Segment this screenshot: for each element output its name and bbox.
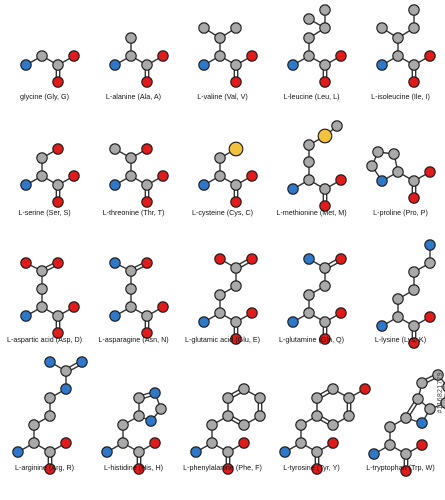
carbon-atom <box>156 404 166 414</box>
nitrogen-atom <box>288 317 298 327</box>
nitrogen-atom <box>280 447 290 457</box>
nitrogen-atom <box>61 384 71 394</box>
molecule-cell <box>267 100 356 220</box>
molecule-label: L-glutamic acid (Glu, E) <box>184 335 261 344</box>
carbon-atom <box>231 281 241 291</box>
oxygen-atom <box>69 302 79 312</box>
molecule-label: L-methionine (Met, M) <box>276 208 347 217</box>
carbon-atom <box>296 420 306 430</box>
carbon-atom <box>53 311 63 321</box>
oxygen-atom <box>328 438 338 448</box>
carbon-atom <box>126 171 136 181</box>
oxygen-atom <box>142 258 152 268</box>
carbon-atom <box>320 60 330 70</box>
carbon-atom <box>29 420 39 430</box>
carbon-atom <box>134 393 144 403</box>
molecule-label: L-alanine (Ala, A) <box>105 92 162 101</box>
oxygen-atom <box>158 302 168 312</box>
carbon-atom <box>215 290 225 300</box>
carbon-atom <box>110 144 120 154</box>
nitrogen-atom <box>191 447 201 457</box>
nitrogen-atom <box>45 357 55 367</box>
nitrogen-atom <box>102 447 112 457</box>
carbon-atom <box>304 51 314 61</box>
nitrogen-atom <box>110 60 120 70</box>
carbon-atom <box>231 23 241 33</box>
nitrogen-atom <box>21 60 31 70</box>
carbon-atom <box>37 171 47 181</box>
carbon-atom <box>401 449 411 459</box>
molecule-label: L-glutamine (Gln, Q) <box>278 335 345 344</box>
oxygen-atom <box>21 258 31 268</box>
carbon-atom <box>61 366 71 376</box>
nitrogen-atom <box>21 311 31 321</box>
carbon-atom <box>409 23 419 33</box>
oxygen-atom <box>336 175 346 185</box>
oxygen-atom <box>425 167 435 177</box>
carbon-atom <box>320 281 330 291</box>
carbon-atom <box>215 153 225 163</box>
nitrogen-atom <box>377 176 387 186</box>
molecule-cell <box>267 236 356 356</box>
carbon-atom <box>231 180 241 190</box>
nitrogen-atom <box>199 180 209 190</box>
carbon-atom <box>37 266 47 276</box>
molecule-cell <box>178 380 267 500</box>
oxygen-atom <box>142 144 152 154</box>
oxygen-atom <box>69 51 79 61</box>
carbon-atom <box>199 23 209 33</box>
carbon-atom <box>126 266 136 276</box>
carbon-atom <box>223 447 233 457</box>
carbon-atom <box>304 33 314 43</box>
oxygen-atom <box>231 77 241 87</box>
carbon-atom <box>239 420 249 430</box>
molecule-label: L-histidine (His, H) <box>103 463 164 472</box>
carbon-atom <box>215 51 225 61</box>
molecule-structure <box>356 0 445 104</box>
molecule-cell <box>89 236 178 356</box>
nitrogen-atom <box>304 254 314 264</box>
molecule-structure <box>356 100 445 204</box>
molecule-cell <box>89 100 178 220</box>
molecule-label: L-lysine (Lys, K) <box>374 335 427 344</box>
nitrogen-atom <box>288 184 298 194</box>
molecule-label: L-serine (Ser, S) <box>18 208 71 217</box>
molecule-structure <box>267 0 356 104</box>
oxygen-atom <box>409 193 419 203</box>
carbon-atom <box>393 51 403 61</box>
molecule-cell <box>0 236 89 356</box>
molecule-structure <box>356 236 445 340</box>
carbon-atom <box>37 302 47 312</box>
nitrogen-atom <box>110 180 120 190</box>
carbon-atom <box>312 393 322 403</box>
oxygen-atom <box>142 197 152 207</box>
carbon-atom <box>413 394 423 404</box>
carbon-atom <box>401 413 411 423</box>
carbon-atom <box>215 171 225 181</box>
nitrogen-atom <box>77 357 87 367</box>
molecule-cell <box>89 380 178 500</box>
carbon-atom <box>239 384 249 394</box>
carbon-atom <box>312 411 322 421</box>
carbon-atom <box>393 167 403 177</box>
carbon-atom <box>207 420 217 430</box>
carbon-atom <box>118 438 128 448</box>
molecule-label: L-cysteine (Cys, C) <box>191 208 254 217</box>
carbon-atom <box>215 308 225 318</box>
molecule-structure <box>178 0 267 104</box>
carbon-atom <box>377 23 387 33</box>
carbon-atom <box>367 161 377 171</box>
molecule-cell <box>356 100 445 220</box>
carbon-atom <box>223 411 233 421</box>
carbon-atom <box>223 393 233 403</box>
carbon-atom <box>45 411 55 421</box>
molecule-label: L-valine (Val, V) <box>197 92 248 101</box>
oxygen-atom <box>158 51 168 61</box>
oxygen-atom <box>425 51 435 61</box>
carbon-atom <box>409 176 419 186</box>
carbon-atom <box>389 149 399 159</box>
carbon-atom <box>53 60 63 70</box>
molecule-structure <box>89 236 178 340</box>
carbon-atom <box>320 263 330 273</box>
carbon-atom <box>255 393 265 403</box>
nitrogen-atom <box>425 240 435 250</box>
oxygen-atom <box>336 308 346 318</box>
carbon-atom <box>304 157 314 167</box>
molecule-structure <box>0 236 89 340</box>
carbon-atom <box>385 440 395 450</box>
carbon-atom <box>304 175 314 185</box>
oxygen-atom <box>336 254 346 264</box>
molecule-cell <box>356 380 445 500</box>
molecule-label: L-aspartic acid (Asp, D) <box>6 335 83 344</box>
oxygen-atom <box>239 438 249 448</box>
carbon-atom <box>425 258 435 268</box>
molecule-cell <box>267 380 356 500</box>
oxygen-atom <box>247 254 257 264</box>
carbon-atom <box>304 308 314 318</box>
nitrogen-atom <box>110 311 120 321</box>
molecule-structure <box>267 100 356 204</box>
sulfur-atom <box>229 142 243 156</box>
nitrogen-atom <box>150 388 160 398</box>
carbon-atom <box>37 153 47 163</box>
carbon-atom <box>417 378 427 388</box>
carbon-atom <box>29 438 39 448</box>
carbon-atom <box>126 33 136 43</box>
oxygen-atom <box>150 438 160 448</box>
carbon-atom <box>142 60 152 70</box>
molecule-label: L-tyrosine (Tyr, Y) <box>283 463 340 472</box>
carbon-atom <box>45 393 55 403</box>
oxygen-atom <box>247 171 257 181</box>
molecule-structure <box>0 100 89 204</box>
oxygen-atom <box>158 171 168 181</box>
molecule-structure <box>89 0 178 104</box>
molecule-structure <box>178 236 267 340</box>
oxygen-atom <box>215 254 225 264</box>
molecule-structure <box>178 100 267 204</box>
carbon-atom <box>304 14 314 24</box>
nitrogen-atom <box>110 258 120 268</box>
carbon-atom <box>231 263 241 273</box>
carbon-atom <box>126 284 136 294</box>
carbon-atom <box>409 321 419 331</box>
nitrogen-atom <box>288 60 298 70</box>
oxygen-atom <box>231 197 241 207</box>
molecule-cell <box>356 236 445 356</box>
oxygen-atom <box>53 144 63 154</box>
carbon-atom <box>142 311 152 321</box>
stock-id: #116821779 <box>437 372 444 414</box>
molecule-label: L-arginine (Arg, R) <box>14 463 75 472</box>
oxygen-atom <box>247 51 257 61</box>
molecule-structure <box>0 0 89 104</box>
nitrogen-atom <box>199 60 209 70</box>
carbon-atom <box>255 411 265 421</box>
molecule-label: L-phenylalanine (Phe, F) <box>183 463 262 472</box>
carbon-atom <box>45 447 55 457</box>
molecule-structure <box>267 236 356 340</box>
carbon-atom <box>126 153 136 163</box>
carbon-atom <box>320 184 330 194</box>
carbon-atom <box>409 5 419 15</box>
molecule-cell <box>178 236 267 356</box>
carbon-atom <box>328 420 338 430</box>
oxygen-atom <box>409 77 419 87</box>
molecule-label: glycine (Gly, G) <box>20 92 69 101</box>
carbon-atom <box>409 267 419 277</box>
oxygen-atom <box>142 77 152 87</box>
sulfur-atom <box>318 129 332 143</box>
carbon-atom <box>320 317 330 327</box>
carbon-atom <box>215 33 225 43</box>
carbon-atom <box>231 60 241 70</box>
oxygen-atom <box>53 197 63 207</box>
nitrogen-atom <box>146 416 156 426</box>
molecule-label: L-proline (Pro, P) <box>373 208 428 217</box>
carbon-atom <box>344 393 354 403</box>
oxygen-atom <box>53 77 63 87</box>
oxygen-atom <box>53 258 63 268</box>
oxygen-atom <box>69 171 79 181</box>
nitrogen-atom <box>13 447 23 457</box>
carbon-atom <box>328 384 338 394</box>
oxygen-atom <box>320 77 330 87</box>
oxygen-atom <box>336 51 346 61</box>
carbon-atom <box>37 51 47 61</box>
carbon-atom <box>304 140 314 150</box>
oxygen-atom <box>417 440 427 450</box>
carbon-atom <box>344 411 354 421</box>
carbon-atom <box>409 285 419 295</box>
carbon-atom <box>134 411 144 421</box>
molecule-structure <box>89 100 178 204</box>
carbon-atom <box>393 312 403 322</box>
carbon-atom <box>142 180 152 190</box>
carbon-atom <box>393 294 403 304</box>
carbon-atom <box>53 180 63 190</box>
nitrogen-atom <box>369 449 379 459</box>
carbon-atom <box>373 147 383 157</box>
oxygen-atom <box>61 438 71 448</box>
molecule-label: L-leucine (Leu, L) <box>283 92 340 101</box>
carbon-atom <box>425 404 435 414</box>
carbon-atom <box>126 302 136 312</box>
nitrogen-atom <box>21 180 31 190</box>
molecule-cell <box>0 380 89 500</box>
carbon-atom <box>207 438 217 448</box>
molecule-label: L-tryptophan (Trp, W) <box>366 463 435 472</box>
nitrogen-atom <box>377 321 387 331</box>
carbon-atom <box>409 60 419 70</box>
molecule-label: L-isoleucine (Ile, I) <box>371 92 430 101</box>
carbon-atom <box>320 23 330 33</box>
carbon-atom <box>118 420 128 430</box>
oxygen-atom <box>247 308 257 318</box>
carbon-atom <box>126 51 136 61</box>
carbon-atom <box>304 290 314 300</box>
carbon-atom <box>296 438 306 448</box>
nitrogen-atom <box>377 60 387 70</box>
molecule-cell <box>0 100 89 220</box>
carbon-atom <box>385 422 395 432</box>
nitrogen-atom <box>199 317 209 327</box>
carbon-atom <box>393 33 403 43</box>
carbon-atom <box>320 5 330 15</box>
molecule-cell <box>178 100 267 220</box>
carbon-atom <box>37 284 47 294</box>
molecule-label: L-asparagine (Asn, N) <box>98 335 169 344</box>
oxygen-atom <box>425 312 435 322</box>
carbon-atom <box>312 447 322 457</box>
carbon-atom <box>231 317 241 327</box>
nitrogen-atom <box>417 418 427 428</box>
carbon-atom <box>332 121 342 131</box>
molecule-label: L-threonine (Thr, T) <box>102 208 165 217</box>
carbon-atom <box>134 447 144 457</box>
